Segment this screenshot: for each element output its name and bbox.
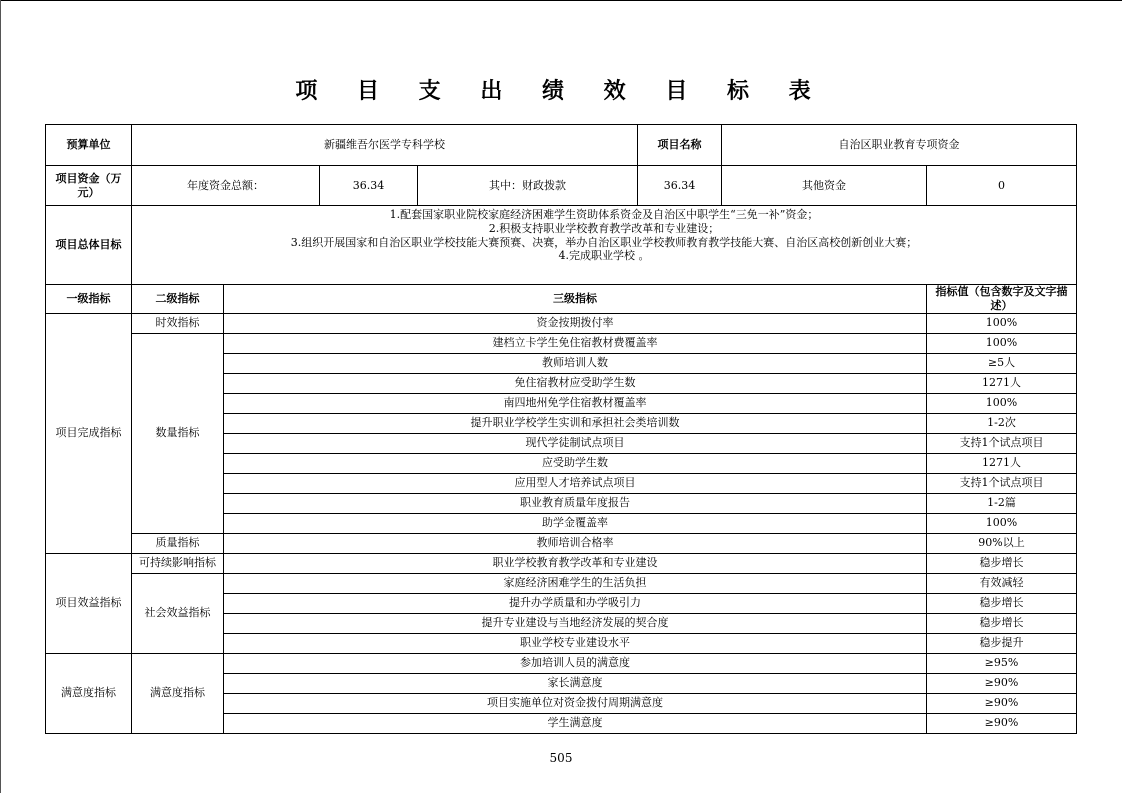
sub-satisfaction: 满意度指标 bbox=[132, 653, 224, 733]
page-title: 项 目 支 出 绩 效 目 标 表 bbox=[295, 79, 827, 104]
sub-quality: 质量指标 bbox=[132, 533, 224, 553]
sub-quantity: 数量指标 bbox=[132, 333, 224, 533]
indicator-name: 家长满意度 bbox=[224, 673, 927, 693]
indicator-value: 100% bbox=[927, 513, 1077, 533]
indicator-name: 建档立卡学生免住宿教材费覆盖率 bbox=[224, 333, 927, 353]
indicator-value: 1-2次 bbox=[927, 413, 1077, 433]
goal-text bbox=[132, 206, 1077, 285]
indicator-value: ≥5人 bbox=[927, 353, 1077, 373]
table-row bbox=[46, 553, 1077, 573]
info-row-funds bbox=[46, 166, 1077, 206]
indicator-value: 支持1个试点项目 bbox=[927, 433, 1077, 453]
indicator-value: 稳步增长 bbox=[927, 553, 1077, 573]
sub-social: 社会效益指标 bbox=[132, 573, 224, 653]
indicator-name: 学生满意度 bbox=[224, 713, 927, 733]
page-left-rule bbox=[0, 0, 1, 793]
group-benefit: 项目效益指标 bbox=[46, 553, 132, 653]
page-number: 505 bbox=[549, 751, 573, 765]
header-level3: 三级指标 bbox=[224, 285, 927, 314]
indicator-value: 稳步增长 bbox=[927, 593, 1077, 613]
funds-label: 项目资金（万元） bbox=[46, 166, 132, 206]
indicator-name: 提升专业建设与当地经济发展的契合度 bbox=[224, 613, 927, 633]
group-completion: 项目完成指标 bbox=[46, 313, 132, 553]
indicator-name: 助学金覆盖率 bbox=[224, 513, 927, 533]
fiscal-value: 36.34 bbox=[638, 166, 722, 206]
header-level2: 二级指标 bbox=[132, 285, 224, 314]
sub-timeliness: 时效指标 bbox=[132, 313, 224, 333]
goal-line-4: 4.完成职业学校 。 bbox=[558, 249, 650, 263]
indicator-name: 资金按期拨付率 bbox=[224, 313, 927, 333]
annual-total-label: 年度资金总额： bbox=[132, 166, 320, 206]
fiscal-label: 其中：财政拨款 bbox=[489, 178, 566, 192]
goal-line-3: 3.组织开展国家和自治区职业学校技能大赛预赛、决赛，举办自治区职业学校教师教育教学技能大赛、自治区高校创新创业大赛； bbox=[290, 235, 918, 249]
project-name-value: 自治区职业教育专项资金 bbox=[722, 125, 1077, 166]
indicator-name: 家庭经济困难学生的生活负担 bbox=[224, 573, 927, 593]
other-funds-value: 0 bbox=[927, 166, 1077, 206]
indicator-name: 提升职业学校学生实训和承担社会类培训数 bbox=[224, 413, 927, 433]
annual-total-value: 36.34 bbox=[320, 166, 418, 206]
indicator-value: ≥90% bbox=[927, 693, 1077, 713]
indicator-value: 有效减轻 bbox=[927, 573, 1077, 593]
fiscal-label-cell bbox=[418, 166, 638, 206]
indicator-name: 教师培训人数 bbox=[224, 353, 927, 373]
indicator-value: ≥90% bbox=[927, 673, 1077, 693]
indicator-value: 100% bbox=[927, 313, 1077, 333]
indicator-value: 稳步增长 bbox=[927, 613, 1077, 633]
header-value: 指标值（包含数字及文字描述） bbox=[927, 285, 1077, 314]
info-row-unit bbox=[46, 125, 1077, 166]
indicator-value: ≥90% bbox=[927, 713, 1077, 733]
indicator-value: 稳步提升 bbox=[927, 633, 1077, 653]
indicator-name: 职业教育质量年度报告 bbox=[224, 493, 927, 513]
indicator-value: 100% bbox=[927, 333, 1077, 353]
goal-line-1: 1.配套国家职业院校家庭经济困难学生资助体系资金及自治区中职学生“三免一补”资金； bbox=[389, 208, 819, 221]
indicator-name: 提升办学质量和办学吸引力 bbox=[224, 593, 927, 613]
project-name-label: 项目名称 bbox=[638, 125, 722, 166]
indicator-name: 项目实施单位对资金拨付周期满意度 bbox=[224, 693, 927, 713]
indicator-name: 免住宿教材应受助学生数 bbox=[224, 373, 927, 393]
table-row bbox=[46, 573, 1077, 593]
table-row bbox=[46, 533, 1077, 553]
indicator-name: 应受助学生数 bbox=[224, 453, 927, 473]
table-row bbox=[46, 313, 1077, 333]
table-row bbox=[46, 653, 1077, 673]
goal-line-2: 2.积极支持职业学校教育教学改革和专业建设； bbox=[488, 221, 720, 235]
budget-unit-label: 预算单位 bbox=[46, 125, 132, 166]
indicator-value: 支持1个试点项目 bbox=[927, 473, 1077, 493]
indicator-name: 现代学徒制试点项目 bbox=[224, 433, 927, 453]
header-level1: 一级指标 bbox=[46, 285, 132, 314]
indicator-name: 教师培训合格率 bbox=[224, 533, 927, 553]
header-row bbox=[46, 285, 1077, 314]
indicator-value: ≥95% bbox=[927, 653, 1077, 673]
table-row bbox=[46, 333, 1077, 353]
other-funds-label: 其他资金 bbox=[722, 166, 927, 206]
indicator-value: 1271人 bbox=[927, 453, 1077, 473]
performance-table bbox=[45, 124, 1077, 734]
indicator-value: 90%以上 bbox=[927, 533, 1077, 553]
indicator-name: 职业学校教育教学改革和专业建设 bbox=[224, 553, 927, 573]
indicator-name: 应用型人才培养试点项目 bbox=[224, 473, 927, 493]
indicator-value: 1-2篇 bbox=[927, 493, 1077, 513]
info-row-goal bbox=[46, 206, 1077, 285]
goal-label: 项目总体目标 bbox=[46, 206, 132, 285]
indicator-value: 100% bbox=[927, 393, 1077, 413]
budget-unit-value: 新疆维吾尔医学专科学校 bbox=[132, 125, 638, 166]
group-satisfaction: 满意度指标 bbox=[46, 653, 132, 733]
indicator-name: 职业学校专业建设水平 bbox=[224, 633, 927, 653]
indicator-name: 南四地州免学住宿教材覆盖率 bbox=[224, 393, 927, 413]
page-top-rule bbox=[0, 0, 1122, 1]
indicator-value: 1271人 bbox=[927, 373, 1077, 393]
indicator-name: 参加培训人员的满意度 bbox=[224, 653, 927, 673]
sub-sustainable: 可持续影响指标 bbox=[132, 553, 224, 573]
